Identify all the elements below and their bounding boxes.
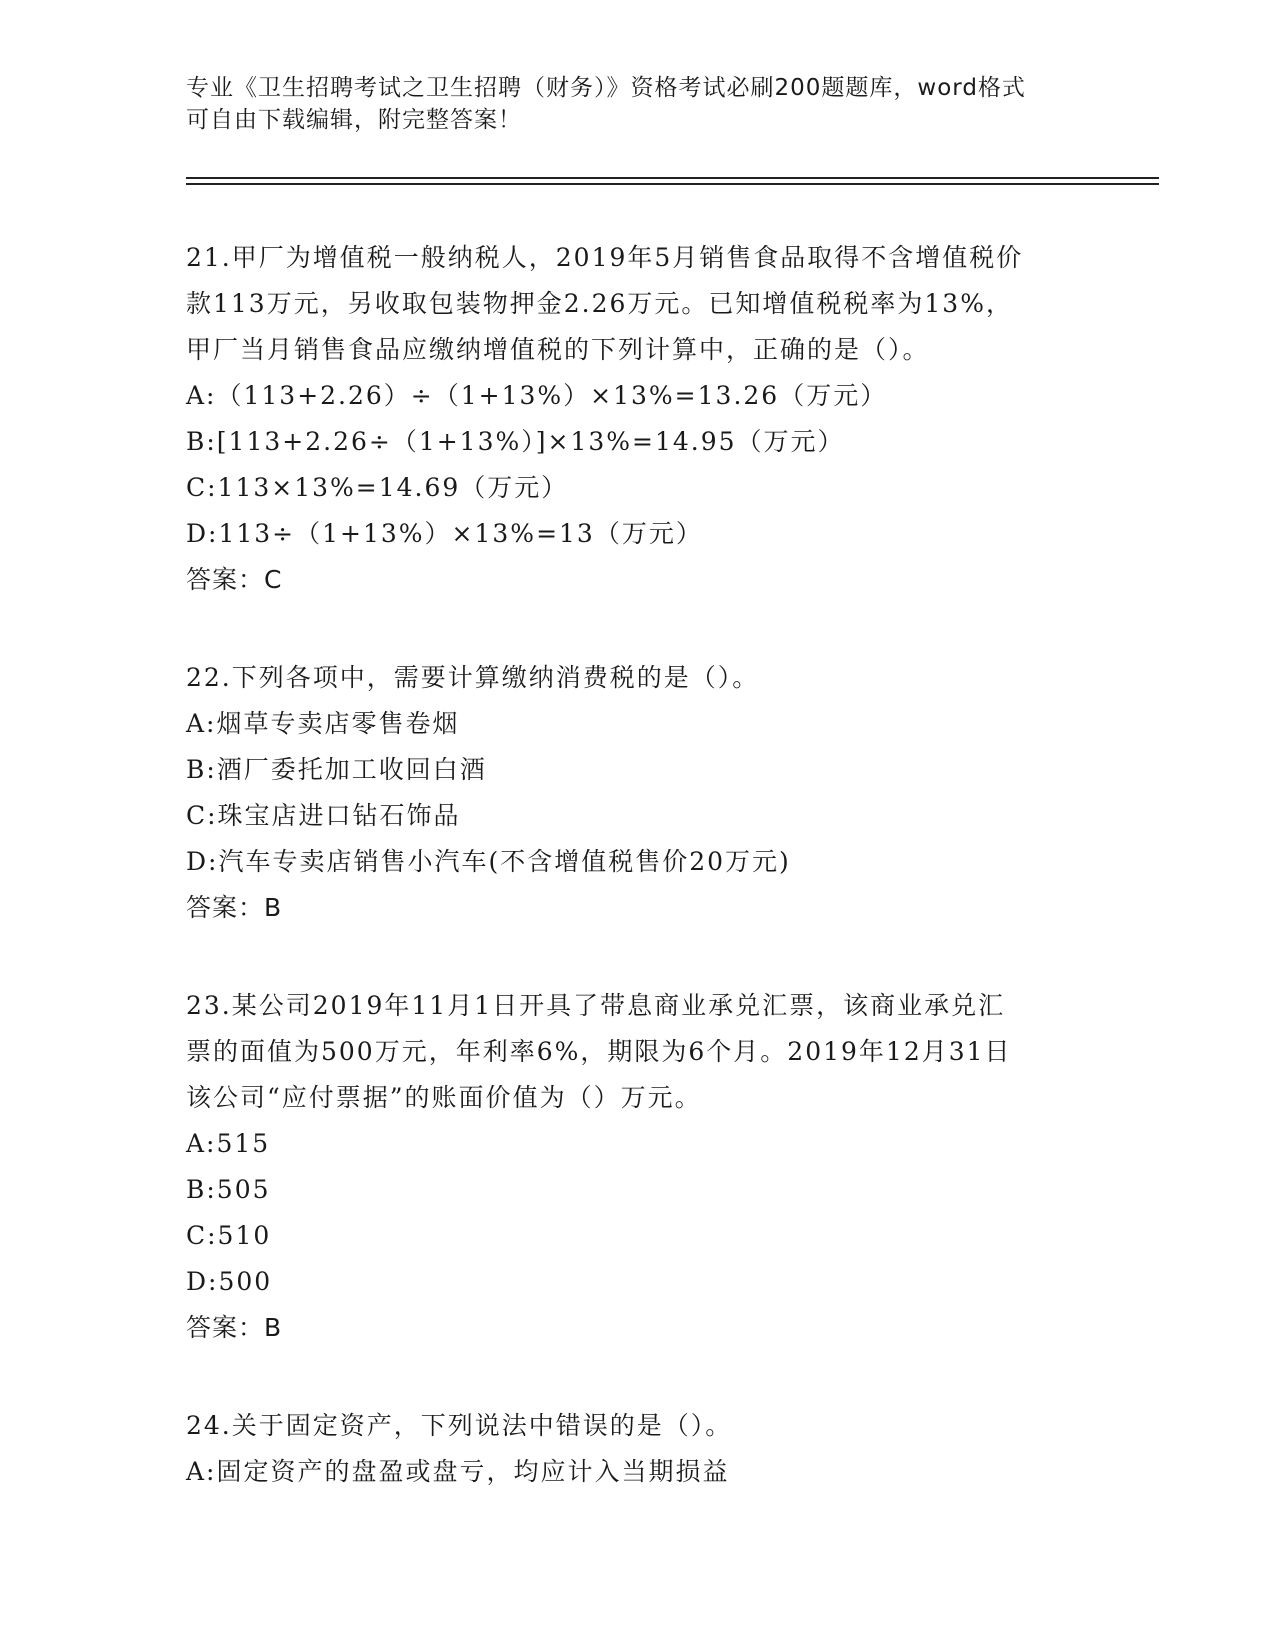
- option-d: D:113÷（1+13%）×13%=13（万元）: [186, 519, 703, 548]
- answer: 答案：B: [186, 893, 283, 922]
- answer: 答案：C: [186, 565, 283, 594]
- option-a: A:515: [186, 1129, 271, 1158]
- header-divider-bottom: [186, 183, 1159, 185]
- question-22: [186, 655, 1086, 931]
- option-b: B:505: [186, 1175, 271, 1204]
- question-text: 22.下列各项中，需要计算缴纳消费税的是（）。: [186, 663, 760, 692]
- question-23: [186, 983, 1086, 1351]
- option-d: D:汽车专卖店销售小汽车(不含增值税售价20万元): [186, 847, 791, 876]
- question-text: 甲厂当月销售食品应缴纳增值税的下列计算中，正确的是（）。: [186, 335, 930, 364]
- option-a: A:（113+2.26）÷（1+13%）×13%=13.26（万元）: [186, 381, 888, 410]
- option-d: D:500: [186, 1267, 273, 1296]
- document-header: [186, 72, 1086, 136]
- option-a: A:烟草专卖店零售卷烟: [186, 709, 460, 738]
- option-a: A:固定资产的盘盈或盘亏，均应计入当期损益: [186, 1457, 730, 1486]
- question-text: 该公司“应付票据”的账面价值为（）万元。: [186, 1083, 702, 1112]
- question-text: 款113万元，另收取包装物押金2.26万元。已知增值税税率为13%，: [186, 289, 1013, 318]
- option-c: C:113×13%=14.69（万元）: [186, 473, 569, 502]
- header-line-1: 专业《卫生招聘考试之卫生招聘（财务）》资格考试必刷200题题库，word格式: [186, 75, 1026, 101]
- option-c: C:珠宝店进口钻石饰品: [186, 801, 461, 830]
- question-21: [186, 235, 1086, 603]
- question-text: 21.甲厂为增值税一般纳税人，2019年5月销售食品取得不含增值税价: [186, 243, 1024, 272]
- header-divider-top: [186, 177, 1159, 179]
- question-24: [186, 1403, 1086, 1495]
- question-text: 24.关于固定资产，下列说法中错误的是（）。: [186, 1411, 733, 1440]
- header-line-2: 可自由下载编辑，附完整答案！: [186, 107, 522, 133]
- answer: 答案：B: [186, 1313, 283, 1342]
- option-b: B:[113+2.26÷（1+13%）]×13%=14.95（万元）: [186, 427, 845, 456]
- question-text: 票的面值为500万元，年利率6%，期限为6个月。2019年12月31日: [186, 1037, 1012, 1066]
- option-b: B:酒厂委托加工收回白酒: [186, 755, 487, 784]
- question-text: 23.某公司2019年11月1日开具了带息商业承兑汇票，该商业承兑汇: [186, 991, 1006, 1020]
- option-c: C:510: [186, 1221, 272, 1250]
- question-list: [186, 235, 1086, 1547]
